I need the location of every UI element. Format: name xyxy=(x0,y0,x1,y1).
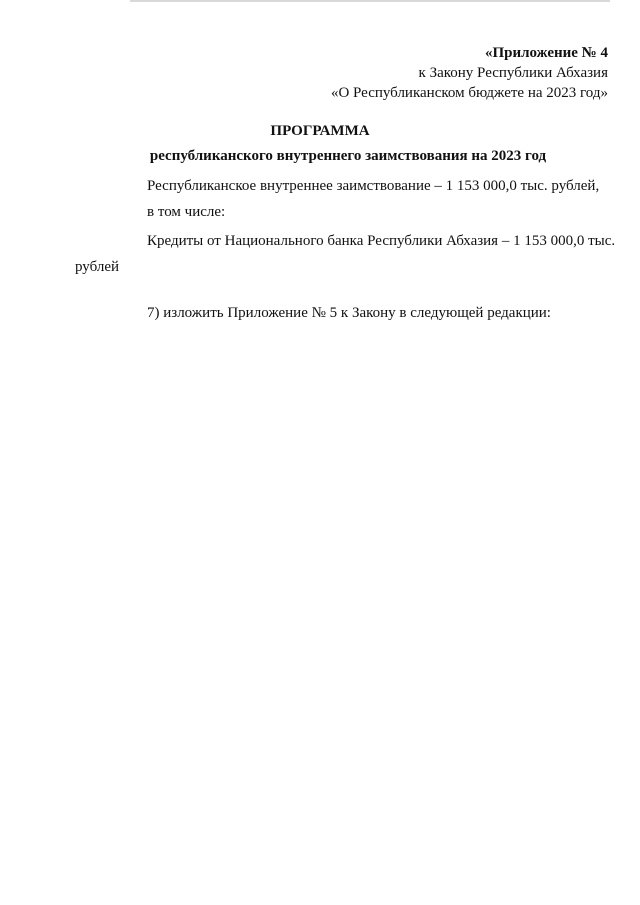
appendix-law-reference: к Закону Республики Абхазия xyxy=(418,65,608,81)
document-subtitle: республиканского внутреннего заимствования на 2023 год xyxy=(149,148,547,164)
amendment-item-text: 7) изложить Приложение № 5 к Закону в следующей редакции: xyxy=(147,305,551,321)
appendix-law-title: «О Республиканском бюджете на 2023 год» xyxy=(330,85,608,101)
appendix-number: «Приложение № 4 xyxy=(484,45,608,61)
including-text: в том числе: xyxy=(147,204,226,220)
borrowing-total-text: Республиканское внутреннее заимствование – 1 153 000,0 тыс. рублей, xyxy=(147,178,600,194)
document-title: ПРОГРАММА xyxy=(270,123,370,139)
national-bank-credit-text: Кредиты от Национального банка Республики Абхазия – 1 153 000,0 тыс. xyxy=(147,233,616,249)
appendix-header xyxy=(331,43,608,103)
national-bank-credit-text-continued: рублей xyxy=(75,259,120,275)
scan-edge-line xyxy=(130,0,610,2)
